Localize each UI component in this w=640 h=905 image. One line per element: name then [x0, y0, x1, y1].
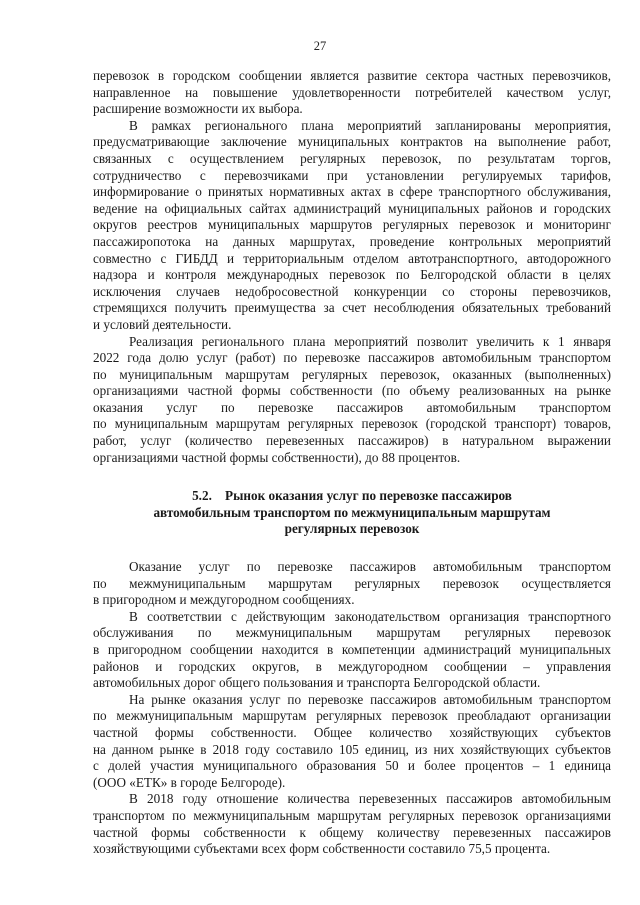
paragraph-line: работ, услуг (количество перевезенных пассажиров) в натуральном выражении [93, 433, 611, 449]
paragraph-line: частной формы собственности. Общее количество хозяйствующих субъектов [93, 724, 611, 740]
paragraph-1 [93, 68, 611, 118]
page-number: 27 [313, 39, 327, 53]
paragraph-6 [93, 692, 611, 792]
section-heading [93, 488, 611, 538]
paragraph-7 [93, 791, 611, 857]
section-heading-line: автомобильным транспортом по межмуниципальным маршрутам [153, 504, 551, 520]
paragraph-line: автомобильных дорог общего пользования и транспорта Белгородской области. [93, 675, 541, 691]
paragraph-line: частной формы собственности к общему количеству перевезенных пассажиров [93, 824, 611, 840]
paragraph-3 [93, 334, 611, 467]
paragraph-line: связанных с осуществлением регулярных перевозок, по результатам торгов, [93, 150, 611, 166]
paragraph-4 [93, 559, 611, 609]
paragraph-line: стремящихся получить преимущества за счет несоблюдения обязательных требований [93, 300, 611, 316]
paragraph-line: организациями частной формы собственности), до 88 процентов. [93, 449, 461, 465]
document-body [93, 68, 611, 858]
paragraph-line: пассажиропотока на данных маршрутах, проведение контрольных мероприятий [93, 233, 611, 249]
paragraph-line: В 2018 году отношение количества перевезенных пассажиров автомобильным [129, 791, 611, 807]
paragraph-line: расширение возможности их выбора. [93, 101, 303, 117]
paragraph-line: обслуживания по межмуниципальным маршрутам регулярных перевозок [93, 625, 611, 641]
paragraph-line: хозяйствующими субъектами всех форм собственности составило 75,5 процента. [93, 841, 551, 857]
paragraph-line: перевозок в городском сообщении является развитие сектора частных перевозчиков, [93, 68, 611, 83]
paragraph-line: информирование о принятых нормативных актах в сфере транспортного обслуживания, [93, 184, 611, 200]
paragraph-line: по муниципальным маршрутам регулярных перевозок (городской транспорт) товаров, [93, 416, 611, 432]
section-heading-line: регулярных перевозок [284, 521, 420, 537]
paragraph-line: округов реестров муниципальных маршрутов регулярных перевозок и мониторинг [93, 217, 611, 233]
section-spacer [93, 538, 611, 559]
section-spacer [93, 466, 611, 488]
paragraph-line: на данном рынке в 2018 году составило 105 единиц, из них хозяйствующих субъектов [93, 741, 611, 757]
paragraph-line: Реализация регионального плана мероприятий позволит увеличить к 1 января [129, 333, 611, 349]
paragraph-line: и условий деятельности. [93, 316, 232, 332]
paragraph-line: предусматривающие заключение муниципальных контрактов на выполнение работ, [93, 134, 611, 150]
paragraph-line: направленное на повышение удовлетворенности потребителей качеством услуг, [93, 84, 611, 100]
paragraph-line: В рамках регионального плана мероприятий запланированы мероприятия, [129, 117, 611, 133]
paragraph-line: 2022 года долю услуг (работ) по перевозке пассажиров автомобильным транспортом [93, 350, 611, 366]
paragraph-line: по межмуниципальным маршрутам регулярных перевозок преобладают организации [93, 708, 611, 724]
paragraph-5 [93, 609, 611, 692]
paragraph-line: организациями частной формы собственности (по объему реализованных на рынке [93, 383, 611, 399]
paragraph-line: ведение на официальных сайтах администраций муниципальных районов и городских [93, 200, 611, 216]
paragraph-line: надзора и контроля международных перевозок по Белгородской области в целях [93, 267, 611, 283]
paragraph-line: по муниципальным маршрутам регулярных перевозок, оказанных (выполненных) [93, 366, 611, 382]
paragraph-line: оказания услуг по перевозке пассажиров автомобильным транспортом [93, 399, 611, 415]
paragraph-line: совместно с ГИБДД и территориальным отделом автотранспортного, автодорожного [93, 250, 611, 266]
paragraph-line: В соответствии с действующим законодательством организация транспортного [129, 608, 611, 624]
section-heading-line: 5.2. Рынок оказания услуг по перевозке пассажиров [192, 488, 512, 504]
paragraph-line: исключения случаев недобросовестной конкуренции со стороны перевозчиков, [93, 283, 611, 299]
paragraph-line: Оказание услуг по перевозке пассажиров автомобильным транспортом [129, 559, 611, 575]
paragraph-line: по межмуниципальным маршрутам регулярных перевозок осуществляется [93, 575, 611, 591]
paragraph-line: в пригородном и междугородном сообщениях. [93, 592, 355, 608]
paragraph-2 [93, 118, 611, 334]
paragraph-line: На рынке оказания услуг по перевозке пассажиров автомобильным транспортом [129, 691, 611, 707]
paragraph-line: с долей участия муниципального образования 50 и более процентов – 1 единица [93, 758, 611, 774]
paragraph-line: (ООО «ЕТК» в городе Белгороде). [93, 774, 286, 790]
paragraph-line: в пригородном сообщении находится в компетенции администраций муниципальных [93, 642, 611, 657]
paragraph-line: сотрудничество с перевозчиками при установлении регулируемых тарифов, [93, 167, 611, 183]
paragraph-line: районов и городских округов, в междугородном сообщении – управления [93, 658, 611, 674]
paragraph-line: транспортом по межмуниципальным маршрутам регулярных перевозок организациями [93, 807, 611, 823]
